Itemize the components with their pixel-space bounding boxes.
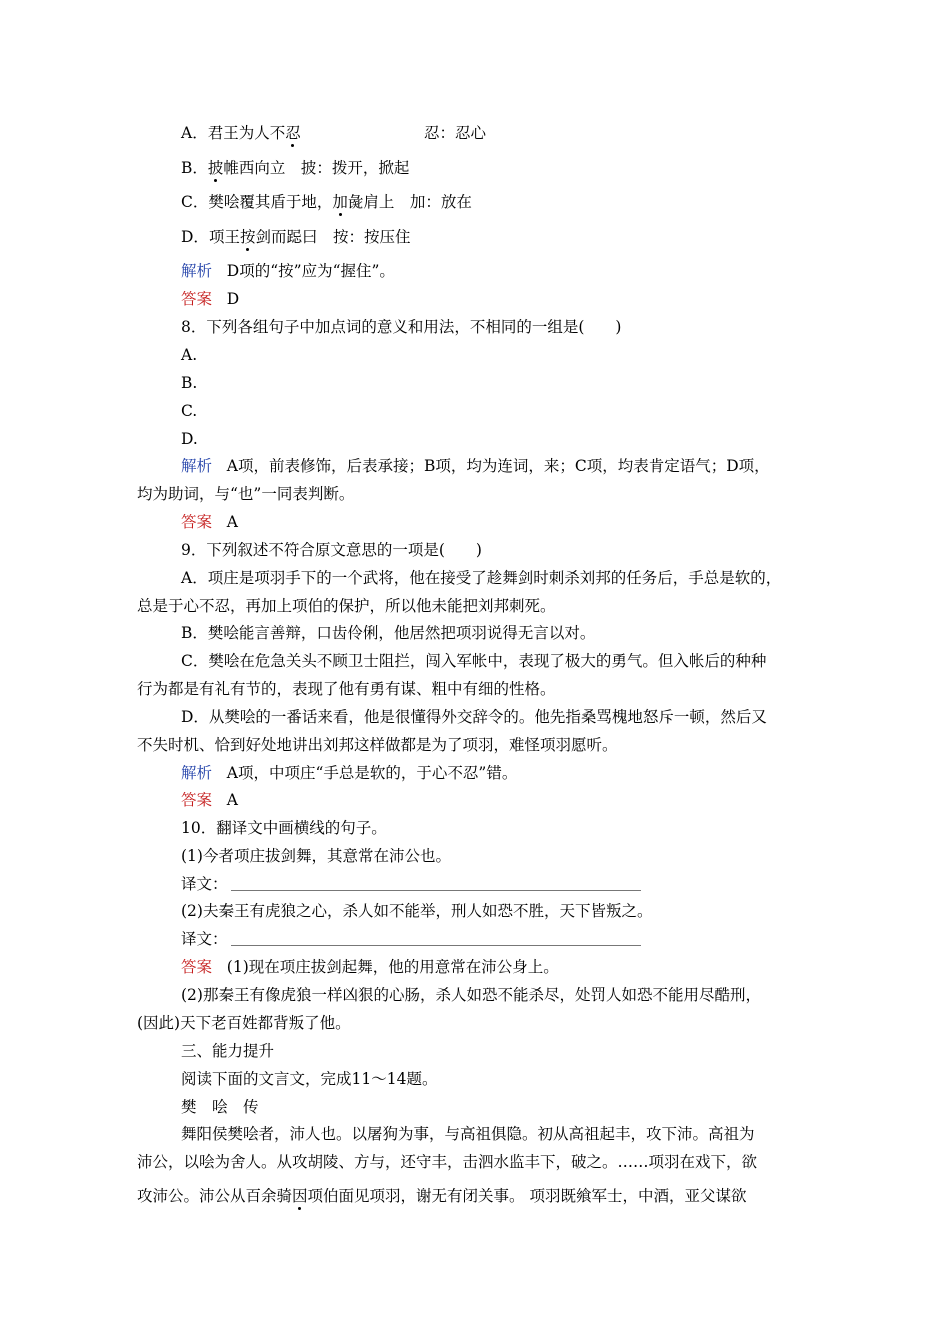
q8-answer-text: A bbox=[226, 513, 238, 531]
q9-option-c: C．樊哙在危急关头不顾卫士阻拦，闯入军帐中，表现了极大的勇气。但入帐后的种种 bbox=[181, 652, 767, 670]
q7-option-d-text2: 剑而跽曰 按：按压住 bbox=[255, 228, 411, 246]
analysis-label: 解析 bbox=[181, 764, 213, 782]
q9-option-d-cont: 不失时机、恰到好处地讲出刘邦这样做都是为了项羽，难怪项羽愿听。 bbox=[137, 736, 618, 754]
q7-option-b-label: B． bbox=[181, 159, 208, 177]
analysis-label: 解析 bbox=[181, 262, 213, 280]
q7-option-b-dotted-word: 披 bbox=[207, 159, 224, 177]
passage-line-3 bbox=[137, 1185, 746, 1207]
q8-option-c: C. bbox=[181, 402, 198, 420]
q9-option-d: D．从樊哙的一番话来看，他是很懂得外交辞令的。他先指桑骂槐地怒斥一顿，然后又 bbox=[181, 708, 767, 726]
q7-option-a-dotted-word: 忍 bbox=[285, 124, 301, 142]
q7-option-c-text2: 彘肩上 加：放在 bbox=[347, 193, 472, 211]
q10-answer bbox=[181, 956, 559, 978]
q8-option-d: D. bbox=[181, 430, 198, 448]
passage-line-3-part2: 项伯面见项羽，谢无有闭关事。 项羽既飨军士，中酒，亚父谋欲 bbox=[307, 1187, 747, 1205]
q7-option-d-text1: 项王 bbox=[208, 228, 240, 246]
section-heading: 三、能力提升 bbox=[181, 1042, 275, 1060]
q7-option-c-text1: 樊哙覆其盾于地， bbox=[208, 193, 333, 211]
q9-option-a: A．项庄是项羽手下的一个武将，他在接受了趁舞剑时刺杀刘邦的任务后，手总是软的， bbox=[181, 569, 782, 587]
q7-analysis bbox=[181, 260, 395, 282]
passage-line-2: 沛公，以哙为舍人。从攻胡陵、方与，还守丰，击泗水监丰下，破之。……项羽在戏下，欲 bbox=[137, 1153, 758, 1171]
q10-translation-blank-2[interactable] bbox=[231, 945, 641, 946]
passage-title: 樊 哙 传 bbox=[181, 1098, 259, 1116]
q7-answer bbox=[181, 288, 239, 310]
answer-label: 答案 bbox=[181, 513, 213, 531]
answer-label: 答案 bbox=[181, 958, 213, 976]
q8-stem: 8．下列各组句子中加点词的意义和用法，不相同的一组是( ) bbox=[181, 318, 622, 336]
q10-sentence-2: (2)夫秦王有虎狼之心，杀人如不能举，刑人如恐不胜，天下皆叛之。 bbox=[181, 902, 653, 920]
q7-option-c bbox=[181, 191, 472, 213]
q9-option-c-cont: 行为都是有礼有节的，表现了他有勇有谋、粗中有细的性格。 bbox=[137, 680, 556, 698]
q7-option-a bbox=[181, 122, 301, 144]
q7-option-b bbox=[181, 157, 409, 179]
passage-line-3-part1: 攻沛公。沛公从百余骑 bbox=[137, 1187, 293, 1205]
q10-answer-line-3: (因此)天下老百姓都背叛了他。 bbox=[137, 1014, 351, 1032]
answer-label: 答案 bbox=[181, 290, 213, 308]
analysis-label: 解析 bbox=[181, 457, 213, 475]
q9-answer bbox=[181, 789, 238, 811]
section-instruction: 阅读下面的文言文，完成11～14题。 bbox=[181, 1070, 438, 1088]
q7-answer-text: D bbox=[226, 290, 240, 308]
q8-analysis-cont: 均为助词，与“也”一同表判断。 bbox=[137, 485, 355, 503]
q10-translation-label-1: 译文： bbox=[181, 875, 228, 893]
q9-analysis bbox=[181, 762, 517, 784]
q8-option-b: B. bbox=[181, 374, 198, 392]
q7-option-a-label: A． bbox=[181, 124, 208, 142]
q10-translation-label-2: 译文： bbox=[181, 930, 228, 948]
q7-option-d bbox=[181, 226, 410, 248]
q7-option-a-gloss: 忍：忍心 bbox=[424, 124, 487, 142]
passage-dotted-word: 因 bbox=[292, 1187, 308, 1205]
q9-option-b: B．樊哙能言善辩，口齿伶俐，他居然把项羽说得无言以对。 bbox=[181, 624, 596, 642]
q9-option-a-cont: 总是于心不忍，再加上项伯的保护，所以他未能把刘邦刺死。 bbox=[137, 597, 556, 615]
q10-answer-line-2: (2)那秦王有像虎狼一样凶狠的心肠，杀人如恐不能杀尽，处罚人如恐不能用尽酷刑， bbox=[181, 986, 761, 1004]
q7-option-c-label: C． bbox=[181, 193, 209, 211]
q10-translation-blank-1[interactable] bbox=[231, 890, 641, 891]
q9-answer-text: A bbox=[226, 791, 238, 809]
q9-analysis-text: A项，中项庄“手总是软的，于心不忍”错。 bbox=[226, 764, 518, 782]
q7-option-a-text: 君王为人不 bbox=[207, 124, 286, 142]
q8-analysis bbox=[181, 455, 770, 477]
q7-option-c-dotted-word: 加 bbox=[332, 193, 348, 211]
q8-answer bbox=[181, 511, 238, 533]
q7-option-d-label: D． bbox=[181, 228, 209, 246]
q10-answer-text: (1)现在项庄拔剑起舞，他的用意常在沛公身上。 bbox=[226, 958, 559, 976]
passage-line-1: 舞阳侯樊哙者，沛人也。以屠狗为事，与高祖俱隐。初从高祖起丰，攻下沛。高祖为 bbox=[181, 1125, 755, 1143]
q8-analysis-text: A项，前表修饰，后表承接；B项，均为连词，来；C项，均表肯定语气；D项， bbox=[226, 457, 770, 475]
q7-analysis-text: D项的“按”应为“握住”。 bbox=[226, 262, 395, 280]
answer-label: 答案 bbox=[181, 791, 213, 809]
q10-sentence-1: (1)今者项庄拔剑舞，其意常在沛公也。 bbox=[181, 847, 451, 865]
q9-stem: 9．下列叙述不符合原文意思的一项是( ) bbox=[181, 541, 482, 559]
q8-option-a: A. bbox=[181, 346, 198, 364]
q7-option-b-text: 帷西向立 披：拨开，掀起 bbox=[223, 159, 410, 177]
q10-stem: 10．翻译文中画横线的句子。 bbox=[181, 819, 387, 837]
q7-option-d-dotted-word: 按 bbox=[239, 228, 256, 246]
